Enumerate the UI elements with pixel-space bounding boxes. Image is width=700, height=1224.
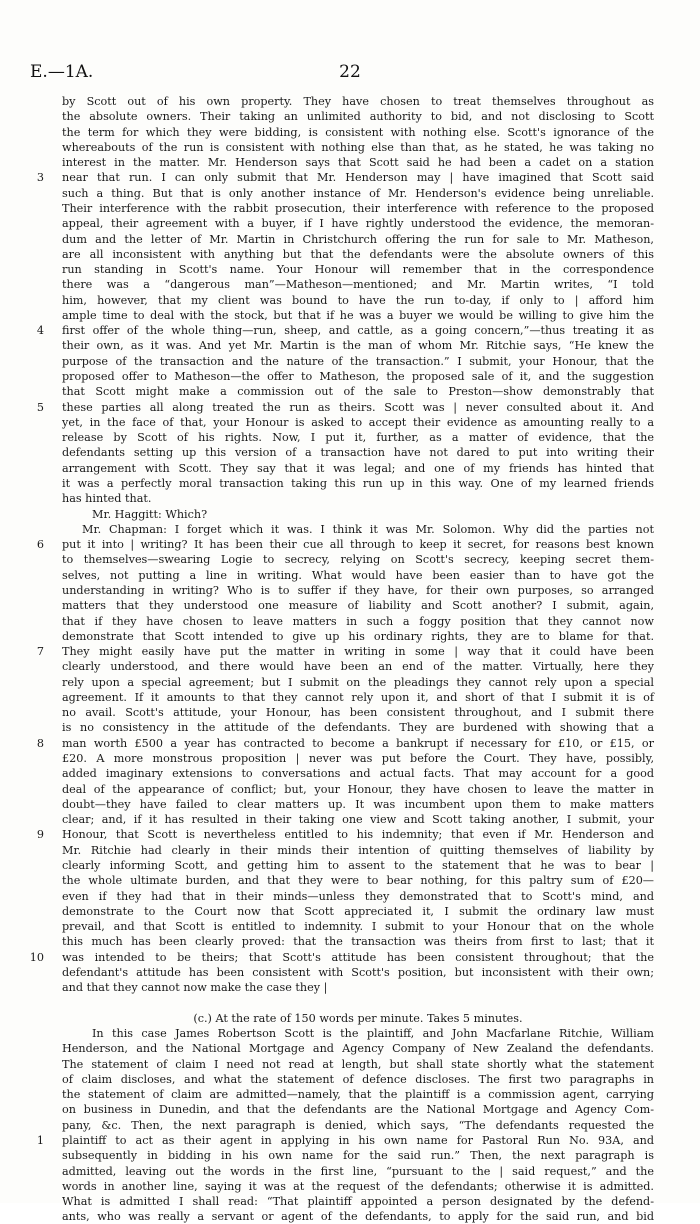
text-line: yet, in the face of that, your Honour is asked to accept their evidence as amounting really to a xyxy=(62,415,654,429)
text-line: Mr. Chapman: I forget which it was. I think it was Mr. Solomon. Why did the parties not xyxy=(82,522,654,536)
text-line: The statement of claim I need not read at length, but shall state shortly what the statement xyxy=(62,1057,654,1071)
margin-number: 4 xyxy=(36,324,44,338)
text-line: clearly understood, and there would have been an end of the matter. Virtually, here they xyxy=(62,660,654,674)
text-line: They might easily have put the matter in writing in some | way that it could have been xyxy=(62,645,654,659)
text-line: pany, &c. Then, the next paragraph is denied, which says, “The defendants requested the xyxy=(62,1118,654,1132)
text-line: arrangement with Scott. They say that it was legal; and one of my friends has hinted that xyxy=(62,461,654,475)
text-line: of claim discloses, and what the statement of defence discloses. The first two paragraphs in xyxy=(62,1072,654,1086)
text-line: rely upon a special agreement; but I submit on the pleadings they cannot rely upon a special xyxy=(62,675,654,689)
text-line: and that they cannot now make the case they | xyxy=(62,981,328,995)
text-line: prevail, and that Scott is entitled to indemnity. I submit to your Honour that on the whole xyxy=(62,920,654,934)
text-line: Mr. Ritchie had clearly in their minds their intention of quitting themselves of liability by xyxy=(62,843,654,857)
text-line: is no consistency in the attitude of the defendants. They are burdened with showing that a xyxy=(62,721,654,735)
text-line: purpose of the transaction and the nature of the transaction.” I submit, your Honour, that the xyxy=(62,354,654,368)
text-line: Mr. Haggitt: Which? xyxy=(92,507,208,521)
text-line: clearly informing Scott, and getting him to assent to the statement that he was to bear | xyxy=(62,859,654,872)
text-line: £20. A more monstrous proposition | never was put before the Court. They have, possibly, xyxy=(62,752,654,766)
text-line: subsequently in bidding in his own name for the said run.” Then, the next paragraph is xyxy=(62,1149,654,1163)
text-line: proposed offer to Matheson—the offer to Matheson, the proposed sale of it, and the suggestion xyxy=(62,370,654,384)
text-line: whereabouts of the run is consistent with nothing else than that, as he stated, he was taking no xyxy=(62,140,654,154)
text-line: are all inconsistent with anything but that the defendants were the absolute owners of this xyxy=(62,247,654,261)
text-line: doubt—they have failed to clear matters up. It was incumbent upon them to make matters xyxy=(62,797,654,811)
text-line: that Scott might make a commission out of the sale to Preston—show demonstrably that xyxy=(62,385,654,399)
text-line: defendants setting up this version of a transaction have not dared to put into writing their xyxy=(62,446,654,460)
margin-number: 5 xyxy=(36,400,44,414)
text-line: put it into | writing? It has been their cue all through to keep it secret, for reasons best known xyxy=(62,538,654,552)
text-line: understanding in writing? Who is to suffer if they have, for their own purposes, so arranged xyxy=(62,583,654,597)
text-line: by Scott out of his own property. They have chosen to treat themselves throughout as xyxy=(62,95,654,108)
text-line: no avail. Scott's attitude, your Honour, has been consistent throughout, and I submit there xyxy=(62,706,654,720)
text-line: near that run. I can only submit that Mr. Henderson may | have imagined that Scott said xyxy=(62,171,654,185)
text-line: Henderson, and the National Mortgage and Agency Company of New Zealand the defendants. xyxy=(62,1042,654,1056)
text-line: plaintiff to act as their agent in applying in his own name for Pastoral Run No. 93A, and xyxy=(62,1134,654,1148)
text-line: was intended to be theirs; that Scott's attitude has been consistent throughout; that the xyxy=(62,950,654,964)
text-line: clear; and, if it has resulted in their taking one view and Scott taking another, I submit, your xyxy=(62,813,654,827)
margin-number: 6 xyxy=(36,538,44,552)
text-line: the whole ultimate burden, and that they were to bear nothing, for this paltry sum of £20— xyxy=(62,874,654,888)
text-line: that if they have chosen to leave matters in such a foggy position that they cannot now xyxy=(62,614,654,628)
margin-number: 3 xyxy=(36,171,44,185)
text-line: these parties all along treated the run as theirs. Scott was | never consulted about it. And xyxy=(62,400,654,414)
text-line: appeal, their agreement with a buyer, if I have rightly understood the evidence, the memoran- xyxy=(62,217,654,231)
text-line: ample time to deal with the stock, but that if he was a buyer we would be willing to give him the xyxy=(62,308,654,322)
margin-number: 9 xyxy=(36,828,44,842)
text-line: Honour, that Scott is nevertheless entitled to his indemnity; that even if Mr. Henderson and xyxy=(62,828,654,842)
text-line: demonstrate to the Court now that Scott appreciated it, I submit the ordinary law must xyxy=(62,904,654,918)
text-line: Their interference with the rabbit prosecution, their interference with reference to the proposed xyxy=(62,201,654,215)
text-line: run standing in Scott's name. Your Honour will remember that in the correspondence xyxy=(62,263,654,277)
margin-number: 7 xyxy=(36,645,44,659)
text-line: demonstrate that Scott intended to give up his ordinary rights, they are to blame for that. xyxy=(62,629,654,643)
text-line: matters that they understood one measure of liability and Scott another? I submit, again, xyxy=(62,599,654,613)
text-line: man worth £500 a year has contracted to become a bankrupt if necessary for £10, or £15, or xyxy=(62,736,654,750)
text-line: on business in Dunedin, and that the defendants are the National Mortgage and Agency Com- xyxy=(62,1103,654,1117)
text-line: has hinted that. xyxy=(62,492,152,506)
text-line: even if they had that in their minds—unless they demonstrated that to Scott's mind, and xyxy=(62,889,654,903)
text-line: the term for which they were bidding, is consistent with nothing else. Scott's ignorance of the xyxy=(62,125,654,139)
text-line: the absolute owners. Their taking an unlimited authority to bid, and not disclosing to Scott xyxy=(62,110,654,124)
text-line: deal of the appearance of conflict; but, your Honour, they have chosen to leave the matter in xyxy=(62,782,654,796)
text-line: What is admitted I shall read: “That plaintiff appointed a person designated by the defend- xyxy=(62,1195,654,1209)
text-line: (c.) At the rate of 150 words per minute. Takes 5 minutes. xyxy=(193,1011,523,1025)
text-line: In this case James Robertson Scott is the plaintiff, and John Macfarlane Ritchie, William xyxy=(92,1027,654,1041)
page-header xyxy=(30,62,670,84)
text-line: there was a “dangerous man”—Matheson—mentioned; and Mr. Martin writes, “I told xyxy=(62,278,654,292)
text-line: words in another line, saying it was at the request of the defendants; otherwise it is admitted. xyxy=(62,1179,654,1193)
text-line: first offer of the whole thing—run, sheep, and cattle, as a going concern,”—thus treating it as xyxy=(62,324,654,338)
text-line: defendant's attitude has been consistent with Scott's position, but inconsistent with their own; xyxy=(62,965,654,979)
text-line xyxy=(62,997,654,1011)
text-line: such a thing. But that is only another instance of Mr. Henderson's evidence being unreliable. xyxy=(62,186,654,200)
text-line: agreement. If it amounts to that they cannot rely upon it, and short of that I submit it is of xyxy=(62,690,654,704)
text-line: their own, as it was. And yet Mr. Martin is the man of whom Mr. Ritchie says, “He knew the xyxy=(62,339,654,353)
text-line: him, however, that my client was bound to have the run to-day, if only to | afford him xyxy=(62,293,654,307)
text-line: added imaginary extensions to conversations and actual facts. That may account for a good xyxy=(62,767,654,781)
text-line: to themselves—swearing Logie to secrecy, relying on Scott's secrecy, keeping secret them- xyxy=(62,553,654,567)
text-line: interest in the matter. Mr. Henderson says that Scott said he had been a cadet on a station xyxy=(62,156,654,170)
margin-number: 10 xyxy=(29,950,44,964)
text-line: this much has been clearly proved: that the transaction was theirs from first to last; that it xyxy=(62,935,654,949)
text-line: ants, who was really a servant or agent of the defendants, to apply for the said run, and bid xyxy=(62,1210,654,1224)
text-line: admitted, leaving out the words in the first line, “pursuant to the | said request,” and the xyxy=(62,1164,654,1178)
text-line: release by Scott of his rights. Now, I put it, further, as a matter of evidence, that the xyxy=(62,431,654,445)
document-code: E.—1A. xyxy=(30,62,94,82)
text-line: selves, not putting a line in writing. What would have been easier than to have got the xyxy=(62,568,654,582)
text-line: the statement of claim are admitted—namely, that the plaintiff is a commission agent, carrying xyxy=(62,1088,654,1102)
text-line: dum and the letter of Mr. Martin in Christchurch offering the run for sale to Mr. Matheson, xyxy=(62,232,654,246)
margin-number: 1 xyxy=(36,1134,44,1148)
page-number: 22 xyxy=(339,62,361,82)
text-line: it was a perfectly moral transaction taking this run up in this way. One of my learned friends xyxy=(62,477,654,490)
margin-number: 8 xyxy=(36,736,44,750)
